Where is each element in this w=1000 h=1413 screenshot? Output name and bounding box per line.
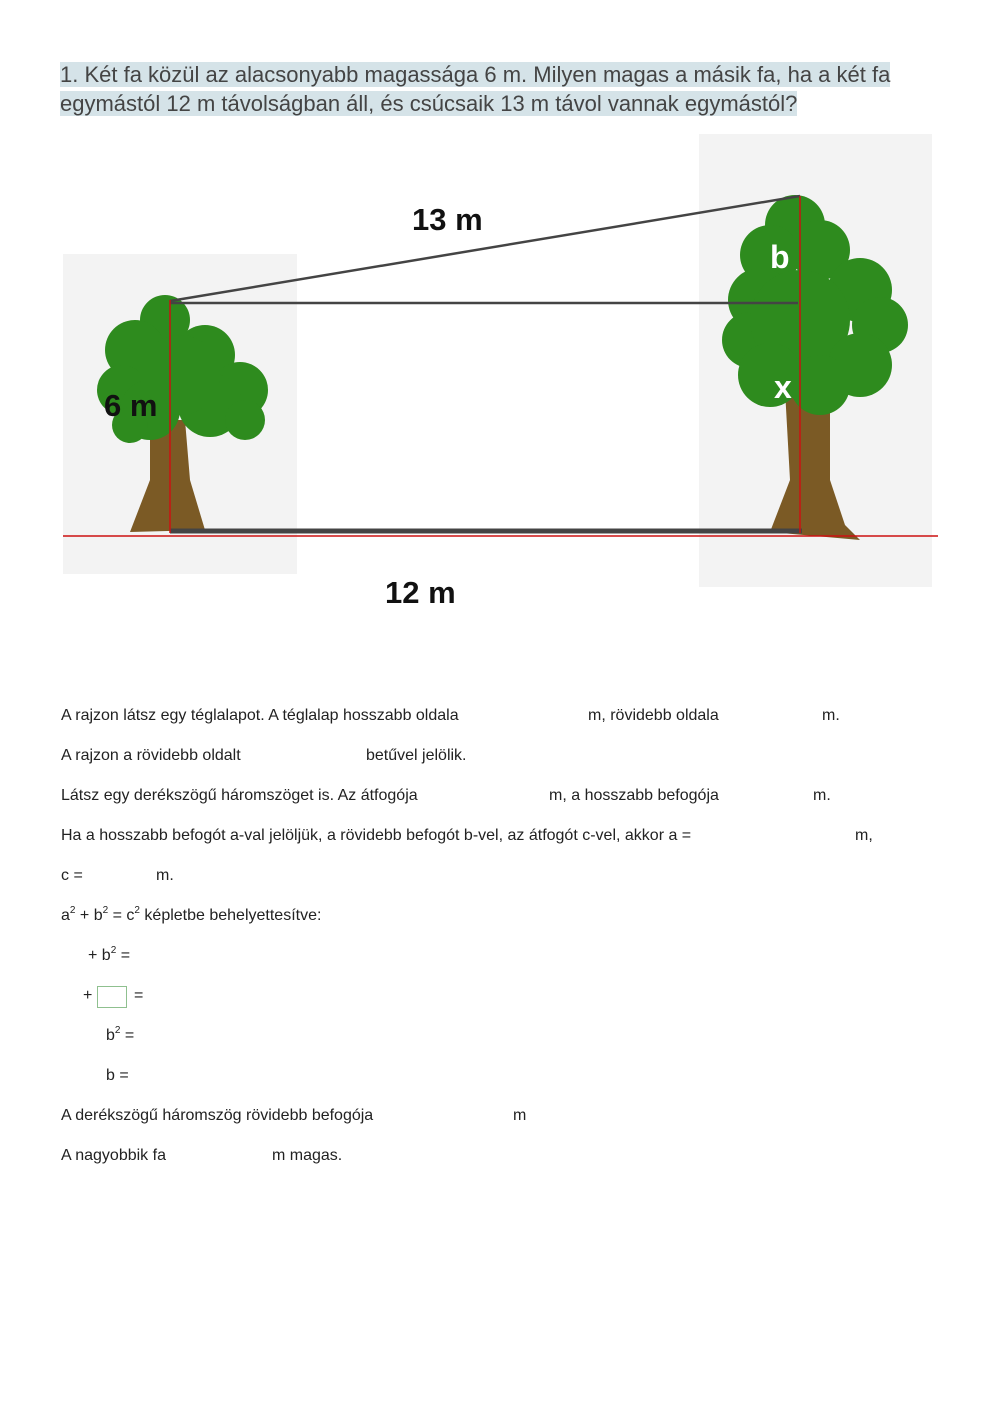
answer-box[interactable] (97, 986, 127, 1008)
label-hypotenuse: 13 m (412, 202, 483, 237)
question-text: 1. Két fa közül az alacsonyabb magassága 6 m. Milyen magas a másik fa, ha a két fa egymástól 12 m távolságban áll, és csúcsaik 13 m távol vannak egymástól? (60, 62, 891, 116)
label-b: b (770, 239, 790, 275)
tree-figure (0, 120, 1000, 620)
label-x: x (774, 369, 792, 405)
label-distance: 12 m (385, 575, 456, 610)
label-small-tree-height: 6 m (104, 388, 158, 423)
